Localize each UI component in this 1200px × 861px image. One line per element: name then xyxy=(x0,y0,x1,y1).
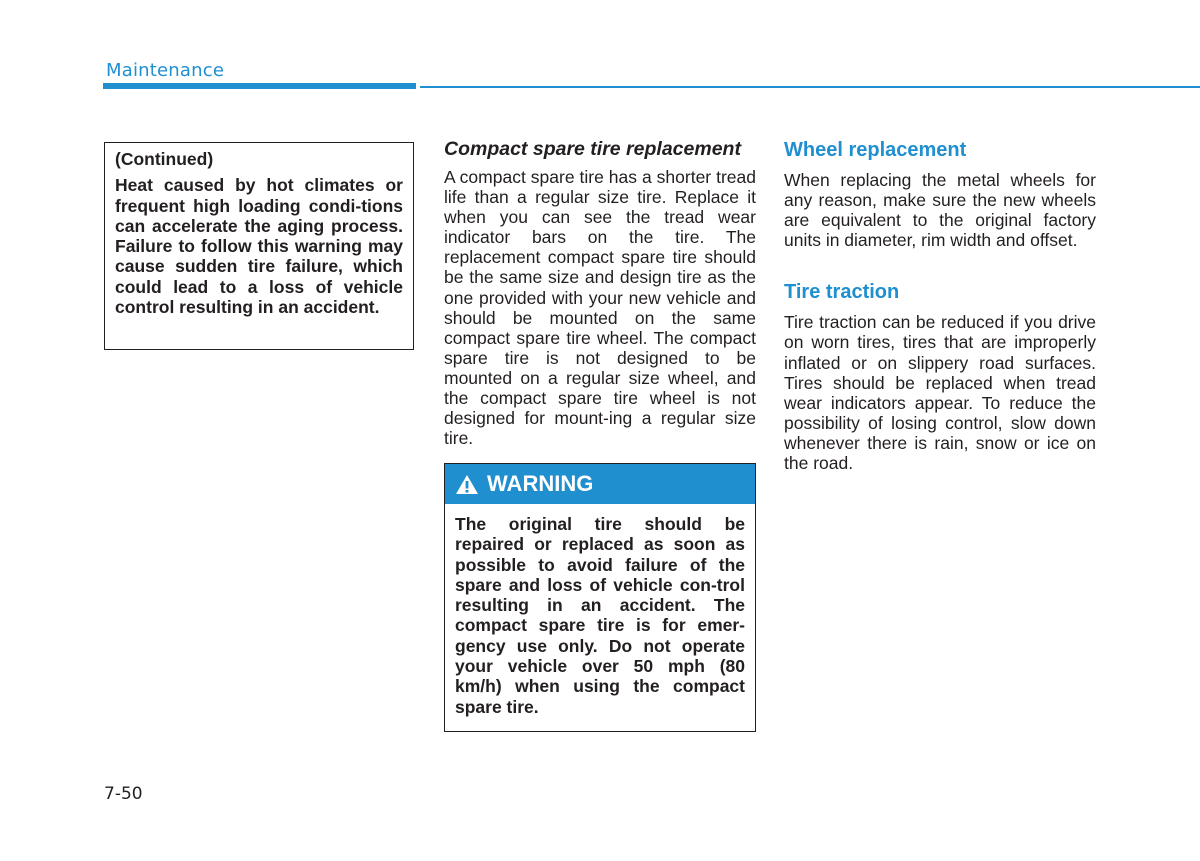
header-rule-thin xyxy=(420,86,1200,88)
right-column xyxy=(784,136,1096,473)
compact-spare-text: A compact spare tire has a shorter tread life than a regular size tire. Replace it when you can see the tread wear indicator bars on the tire. The replacement compact spare tire should be the same size and design tire as the one provided with your new vehicle and should be mounted on the same compact spare tire wheel. The compact spare tire is not designed to be mounted on a regular size wheel, and the compact spare tire wheel is not designed for mount-ing a regular size tire. xyxy=(444,167,756,449)
header-rule-thick xyxy=(103,83,416,89)
wheel-replacement-heading: Wheel replacement xyxy=(784,139,967,161)
tire-traction-heading: Tire traction xyxy=(784,281,900,304)
warning-title: WARNING xyxy=(487,471,594,496)
compact-spare-heading: Compact spare tire replacement xyxy=(444,138,741,160)
warning-text: The original tire should be repaired or replaced as soon as possible to avoid failure of the spare and loss of vehicle con-trol resulting in an accident. The compact spare tire is for emer-gency use only. Do not operate your vehicle over 50 mph (80 km/h) when using the compact spare tire. xyxy=(455,514,745,717)
compact-spare-section xyxy=(444,136,756,448)
continued-text: Heat caused by hot climates or frequent high loading condi-tions can accelerate the aging process. Failure to follow this warning may cause sudden tire failure, which could lead to a loss of vehicle control resulting in an accident. xyxy=(115,175,403,318)
tire-traction-text: Tire traction can be reduced if you drive on worn tires, tires that are improperly inflated or on slippery road surfaces. Tires should be replaced when tread wear indicators appear. To reduce the possibility of losing control, slow down whenever there is rain, snow or ice on the road. xyxy=(784,312,1096,474)
warning-triangle-icon xyxy=(455,474,479,495)
page-number: 7-50 xyxy=(104,784,143,804)
warning-header xyxy=(445,464,755,504)
section-title: Maintenance xyxy=(106,60,225,81)
continued-label: (Continued) xyxy=(115,149,214,169)
wheel-replacement-text: When replacing the metal wheels for any reason, make sure the new wheels are equivalent to the original factory units in diameter, rim width and offset. xyxy=(784,170,1096,251)
warning-box xyxy=(444,463,756,732)
continued-caution-box xyxy=(104,142,414,350)
